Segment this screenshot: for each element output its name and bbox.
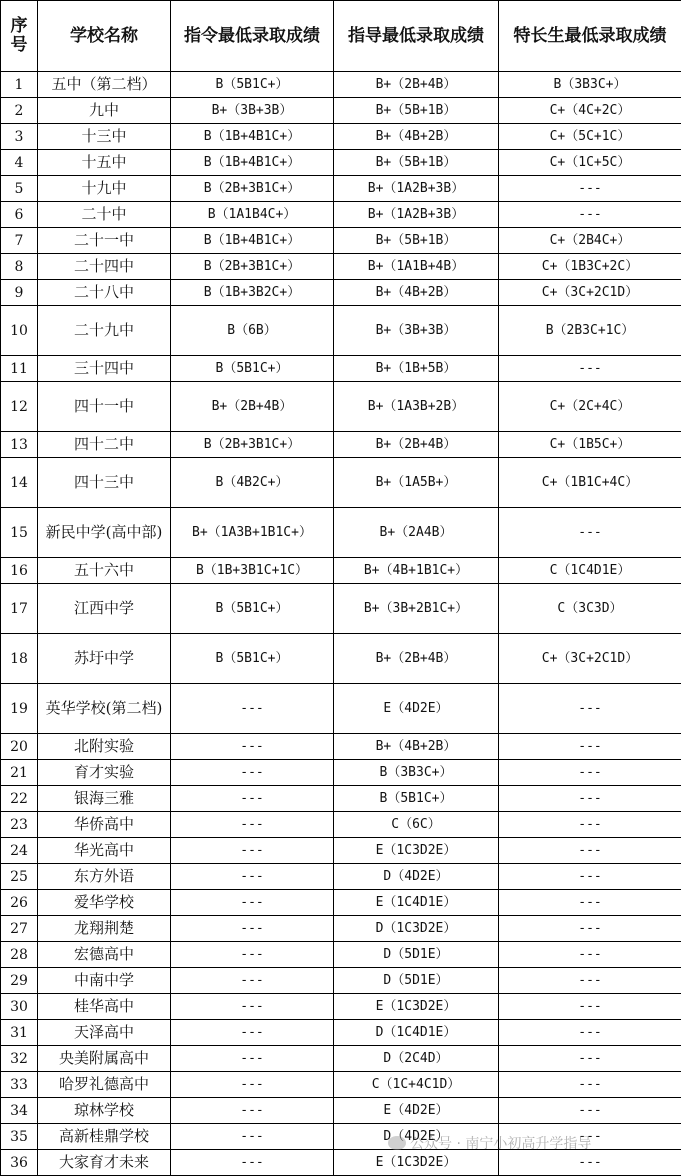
table-row (1, 1046, 681, 1072)
row-index-cell: 18 (1, 634, 38, 684)
directive-score-cell: --- (171, 864, 334, 890)
specialty-score-cell: --- (499, 734, 681, 760)
school-name-cell: 四十二中 (38, 432, 171, 458)
table-row (1, 786, 681, 812)
school-name-cell: 宏德高中 (38, 942, 171, 968)
specialty-score-cell: C+（2B4C+） (499, 228, 681, 254)
header-directive-score: 指令最低录取成绩 (171, 1, 334, 72)
directive-score-cell: --- (171, 968, 334, 994)
directive-score-cell: --- (171, 786, 334, 812)
specialty-score-cell: C+（5C+1C） (499, 124, 681, 150)
guided-score-cell: B+（2B+4B） (334, 72, 499, 98)
directive-score-cell: B（6B） (171, 306, 334, 356)
directive-score-cell: B（2B+3B1C+） (171, 176, 334, 202)
directive-score-cell: B+（2B+4B） (171, 382, 334, 432)
specialty-score-cell: C+（1B5C+） (499, 432, 681, 458)
table-row (1, 228, 681, 254)
row-index-cell: 16 (1, 558, 38, 584)
guided-score-cell: B（5B1C+） (334, 786, 499, 812)
row-index-cell: 10 (1, 306, 38, 356)
guided-score-cell: D（4D2E） (334, 864, 499, 890)
table-row (1, 1098, 681, 1124)
wechat-icon (388, 1136, 406, 1150)
guided-score-cell: B+（1A5B+） (334, 458, 499, 508)
specialty-score-cell: --- (499, 508, 681, 558)
specialty-score-cell: --- (499, 1046, 681, 1072)
specialty-score-cell: C+（1C+5C） (499, 150, 681, 176)
school-name-cell: 天泽高中 (38, 1020, 171, 1046)
specialty-score-cell: C+（1B3C+2C） (499, 254, 681, 280)
table-row (1, 968, 681, 994)
specialty-score-cell: --- (499, 916, 681, 942)
row-index-cell: 24 (1, 838, 38, 864)
table-row (1, 382, 681, 432)
guided-score-cell: D（1C4D1E） (334, 1020, 499, 1046)
directive-score-cell: B（1B+3B2C+） (171, 280, 334, 306)
row-index-cell: 33 (1, 1072, 38, 1098)
guided-score-cell: B+（5B+1B） (334, 228, 499, 254)
row-index-cell: 30 (1, 994, 38, 1020)
school-name-cell: 琼林学校 (38, 1098, 171, 1124)
row-index-cell: 7 (1, 228, 38, 254)
guided-score-cell: D（5D1E） (334, 968, 499, 994)
specialty-score-cell: --- (499, 1124, 681, 1150)
directive-score-cell: --- (171, 760, 334, 786)
school-name-cell: 央美附属高中 (38, 1046, 171, 1072)
directive-score-cell: B（5B1C+） (171, 356, 334, 382)
guided-score-cell: B（3B3C+） (334, 760, 499, 786)
school-name-cell: 爱华学校 (38, 890, 171, 916)
school-name-cell: 四十三中 (38, 458, 171, 508)
specialty-score-cell: C+（3C+2C1D） (499, 280, 681, 306)
table-row (1, 356, 681, 382)
specialty-score-cell: --- (499, 176, 681, 202)
directive-score-cell: --- (171, 1020, 334, 1046)
specialty-score-cell: --- (499, 356, 681, 382)
table-row (1, 1150, 681, 1176)
directive-score-cell: B（4B2C+） (171, 458, 334, 508)
guided-score-cell: E（1C3D2E） (334, 994, 499, 1020)
specialty-score-cell: --- (499, 1150, 681, 1176)
table-row (1, 202, 681, 228)
directive-score-cell: --- (171, 1124, 334, 1150)
guided-score-cell: D（5D1E） (334, 942, 499, 968)
specialty-score-cell: C+（3C+2C1D） (499, 634, 681, 684)
specialty-score-cell: --- (499, 942, 681, 968)
directive-score-cell: B（2B+3B1C+） (171, 432, 334, 458)
directive-score-cell: --- (171, 838, 334, 864)
school-name-cell: 四十一中 (38, 382, 171, 432)
specialty-score-cell: --- (499, 838, 681, 864)
specialty-score-cell: B（2B3C+1C） (499, 306, 681, 356)
table-row (1, 634, 681, 684)
specialty-score-cell: --- (499, 1098, 681, 1124)
specialty-score-cell: --- (499, 786, 681, 812)
table-row (1, 306, 681, 356)
table-row (1, 254, 681, 280)
guided-score-cell: E（1C4D1E） (334, 890, 499, 916)
table-row (1, 838, 681, 864)
row-index-cell: 26 (1, 890, 38, 916)
specialty-score-cell: --- (499, 1072, 681, 1098)
school-name-cell: 二十九中 (38, 306, 171, 356)
watermark-text: 公众号 · 南宁小初高升学指导 (410, 1136, 591, 1152)
row-index-cell: 35 (1, 1124, 38, 1150)
table-row (1, 584, 681, 634)
row-index-cell: 1 (1, 72, 38, 98)
row-index-cell: 27 (1, 916, 38, 942)
guided-score-cell: D（2C4D） (334, 1046, 499, 1072)
row-index-cell: 3 (1, 124, 38, 150)
directive-score-cell: B（1A1B4C+） (171, 202, 334, 228)
guided-score-cell: B+（5B+1B） (334, 150, 499, 176)
table-row (1, 176, 681, 202)
row-index-cell: 23 (1, 812, 38, 838)
school-name-cell: 桂华高中 (38, 994, 171, 1020)
school-name-cell: 二十八中 (38, 280, 171, 306)
school-name-cell: 五十六中 (38, 558, 171, 584)
row-index-cell: 12 (1, 382, 38, 432)
directive-score-cell: B（1B+4B1C+） (171, 150, 334, 176)
row-index-cell: 4 (1, 150, 38, 176)
school-name-cell: 高新桂鼎学校 (38, 1124, 171, 1150)
guided-score-cell: E（4D2E） (334, 1098, 499, 1124)
school-name-cell: 二十一中 (38, 228, 171, 254)
directive-score-cell: --- (171, 812, 334, 838)
guided-score-cell: B+（5B+1B） (334, 98, 499, 124)
directive-score-cell: --- (171, 1046, 334, 1072)
school-name-cell: 育才实验 (38, 760, 171, 786)
school-name-cell: 大家育才未来 (38, 1150, 171, 1176)
school-name-cell: 哈罗礼德高中 (38, 1072, 171, 1098)
guided-score-cell: B+（2A4B） (334, 508, 499, 558)
school-name-cell: 新民中学(高中部) (38, 508, 171, 558)
guided-score-cell: B+（4B+2B） (334, 734, 499, 760)
specialty-score-cell: C（1C4D1E） (499, 558, 681, 584)
guided-score-cell: B+（4B+1B1C+） (334, 558, 499, 584)
table-row (1, 684, 681, 734)
directive-score-cell: B（1B+3B1C+1C） (171, 558, 334, 584)
school-name-cell: 北附实验 (38, 734, 171, 760)
directive-score-cell: --- (171, 890, 334, 916)
row-index-cell: 2 (1, 98, 38, 124)
row-index-cell: 32 (1, 1046, 38, 1072)
directive-score-cell: B（2B+3B1C+） (171, 254, 334, 280)
guided-score-cell: B+（4B+2B） (334, 124, 499, 150)
guided-score-cell: B+（3B+2B1C+） (334, 584, 499, 634)
table-row (1, 1020, 681, 1046)
specialty-score-cell: --- (499, 760, 681, 786)
guided-score-cell: C（1C+4C1D） (334, 1072, 499, 1098)
table-row (1, 432, 681, 458)
school-name-cell: 江西中学 (38, 584, 171, 634)
directive-score-cell: B（1B+4B1C+） (171, 124, 334, 150)
row-index-cell: 9 (1, 280, 38, 306)
row-index-cell: 11 (1, 356, 38, 382)
specialty-score-cell: --- (499, 968, 681, 994)
table-body (1, 72, 681, 1176)
school-name-cell: 英华学校(第二档) (38, 684, 171, 734)
specialty-score-cell: --- (499, 812, 681, 838)
specialty-score-cell: --- (499, 684, 681, 734)
school-name-cell: 二十中 (38, 202, 171, 228)
school-name-cell: 银海三雅 (38, 786, 171, 812)
specialty-score-cell: --- (499, 994, 681, 1020)
table-row (1, 280, 681, 306)
guided-score-cell: B+（4B+2B） (334, 280, 499, 306)
directive-score-cell: --- (171, 1150, 334, 1176)
header-index: 序号 (1, 1, 38, 72)
school-name-cell: 五中（第二档） (38, 72, 171, 98)
header-row (1, 1, 681, 72)
school-name-cell: 九中 (38, 98, 171, 124)
table-row (1, 864, 681, 890)
guided-score-cell: E（1C3D2E） (334, 1150, 499, 1176)
row-index-cell: 22 (1, 786, 38, 812)
school-name-cell: 十三中 (38, 124, 171, 150)
specialty-score-cell: C+（1B1C+4C） (499, 458, 681, 508)
school-name-cell: 三十四中 (38, 356, 171, 382)
table-row (1, 994, 681, 1020)
school-name-cell: 龙翔荆楚 (38, 916, 171, 942)
guided-score-cell: D（4D2E） (334, 1124, 499, 1150)
specialty-score-cell: --- (499, 1020, 681, 1046)
school-name-cell: 十五中 (38, 150, 171, 176)
watermark (388, 1133, 591, 1153)
directive-score-cell: B（5B1C+） (171, 634, 334, 684)
specialty-score-cell: --- (499, 202, 681, 228)
school-name-cell: 东方外语 (38, 864, 171, 890)
school-name-cell: 苏圩中学 (38, 634, 171, 684)
table-row (1, 1072, 681, 1098)
school-name-cell: 二十四中 (38, 254, 171, 280)
row-index-cell: 13 (1, 432, 38, 458)
table-row (1, 942, 681, 968)
guided-score-cell: B+（1A1B+4B） (334, 254, 499, 280)
guided-score-cell: B+（2B+4B） (334, 634, 499, 684)
table-row (1, 890, 681, 916)
row-index-cell: 17 (1, 584, 38, 634)
directive-score-cell: B（1B+4B1C+） (171, 228, 334, 254)
header-school-name: 学校名称 (38, 1, 171, 72)
directive-score-cell: --- (171, 916, 334, 942)
guided-score-cell: C（6C） (334, 812, 499, 838)
guided-score-cell: B+（1B+5B） (334, 356, 499, 382)
header-guided-score: 指导最低录取成绩 (334, 1, 499, 72)
row-index-cell: 29 (1, 968, 38, 994)
row-index-cell: 28 (1, 942, 38, 968)
table-row (1, 458, 681, 508)
school-name-cell: 十九中 (38, 176, 171, 202)
guided-score-cell: B+（1A3B+2B） (334, 382, 499, 432)
row-index-cell: 34 (1, 1098, 38, 1124)
school-name-cell: 华光高中 (38, 838, 171, 864)
table-row (1, 124, 681, 150)
specialty-score-cell: B（3B3C+） (499, 72, 681, 98)
directive-score-cell: B+（1A3B+1B1C+） (171, 508, 334, 558)
row-index-cell: 5 (1, 176, 38, 202)
specialty-score-cell: --- (499, 890, 681, 916)
row-index-cell: 6 (1, 202, 38, 228)
guided-score-cell: E（1C3D2E） (334, 838, 499, 864)
specialty-score-cell: C+（4C+2C） (499, 98, 681, 124)
table-row (1, 734, 681, 760)
guided-score-cell: D（1C3D2E） (334, 916, 499, 942)
table-row (1, 916, 681, 942)
guided-score-cell: B+（1A2B+3B） (334, 202, 499, 228)
row-index-cell: 15 (1, 508, 38, 558)
table-row (1, 508, 681, 558)
directive-score-cell: B（5B1C+） (171, 72, 334, 98)
row-index-cell: 31 (1, 1020, 38, 1046)
guided-score-cell: E（4D2E） (334, 684, 499, 734)
school-name-cell: 中南中学 (38, 968, 171, 994)
table-row (1, 150, 681, 176)
row-index-cell: 36 (1, 1150, 38, 1176)
specialty-score-cell: --- (499, 864, 681, 890)
directive-score-cell: --- (171, 1072, 334, 1098)
table-row (1, 98, 681, 124)
guided-score-cell: B+（1A2B+3B） (334, 176, 499, 202)
guided-score-cell: B+（2B+4B） (334, 432, 499, 458)
row-index-cell: 19 (1, 684, 38, 734)
table-row (1, 812, 681, 838)
specialty-score-cell: C（3C3D） (499, 584, 681, 634)
table-row (1, 760, 681, 786)
row-index-cell: 20 (1, 734, 38, 760)
header-specialty-score: 特长生最低录取成绩 (499, 1, 681, 72)
guided-score-cell: B+（3B+3B） (334, 306, 499, 356)
table-row (1, 558, 681, 584)
school-name-cell: 华侨高中 (38, 812, 171, 838)
directive-score-cell: B（5B1C+） (171, 584, 334, 634)
table-row (1, 72, 681, 98)
row-index-cell: 8 (1, 254, 38, 280)
specialty-score-cell: C+（2C+4C） (499, 382, 681, 432)
directive-score-cell: --- (171, 734, 334, 760)
row-index-cell: 21 (1, 760, 38, 786)
directive-score-cell: --- (171, 942, 334, 968)
directive-score-cell: --- (171, 684, 334, 734)
directive-score-cell: B+（3B+3B） (171, 98, 334, 124)
directive-score-cell: --- (171, 994, 334, 1020)
row-index-cell: 25 (1, 864, 38, 890)
directive-score-cell: --- (171, 1098, 334, 1124)
row-index-cell: 14 (1, 458, 38, 508)
